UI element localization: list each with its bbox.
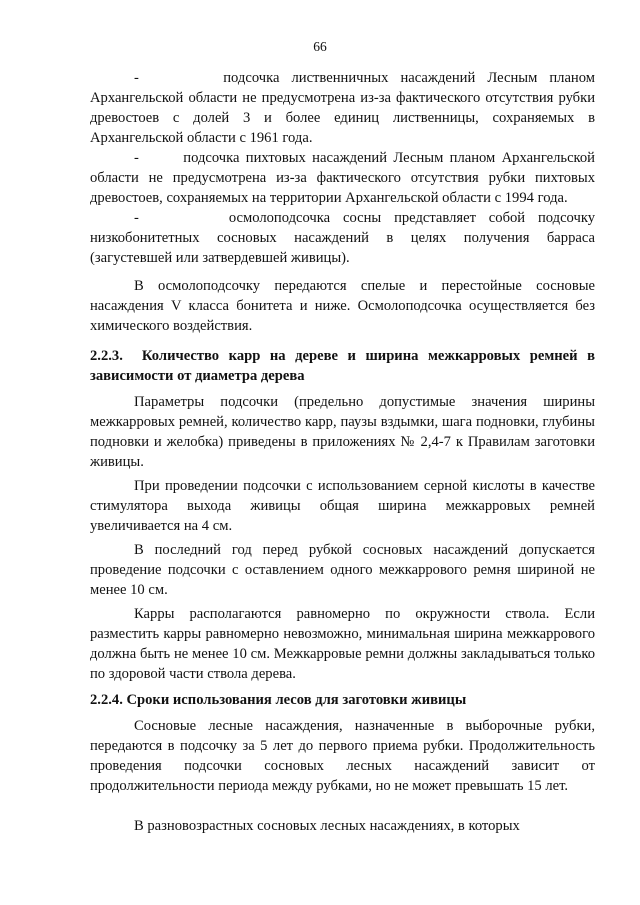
list-item-larch: - подсочка лиственничных насаждений Лесным планом Архангельской области не предусмотрена из-за фактического отсутствия рубки древостоев с долей 3 и более единиц лиственницы, сохраняемых в Архангельской области с 1961 года. <box>90 70 595 146</box>
section-heading-2-2-4: 2.2.4. Сроки использования лесов для заготовки живицы <box>90 692 467 708</box>
list-item-resin-tapping: - осмолоподсочка сосны представляет собой подсочку низкобонитетных сосновых насаждений в целях получения барраса (загустевшей или затвердевшей живицы). <box>90 210 595 266</box>
paragraph-resin-tapping-stands: В осмолоподсочку передаются спелые и перестойные сосновые насаждения V класса бонитета и ниже. Осмолоподсочка осуществляется без химического воздействия. <box>90 278 595 334</box>
paragraph-tapping-parameters: Параметры подсочки (предельно допустимые значения ширины межкарровых ремней, количество карр, паузы вздымки, шага подновки, глубины подновки и желобка) приведены в приложениях № 2,4-7 к Правилам заготовки живицы. <box>90 394 595 470</box>
list-item-fir: - подсочка пихтовых насаждений Лесным планом Архангельской области не предусмотрена из-за фактического отсутствия рубки пихтовых древостоев, сохраняемых на территории Архангельской области с 1994 года. <box>90 150 595 206</box>
section-heading-2-2-3: 2.2.3. Количество карр на дереве и ширина межкарровых ремней в зависимости от диаметра дерева <box>90 348 595 384</box>
page-number: 66 <box>313 39 327 54</box>
paragraph-uneven-aged: В разновозрастных сосновых лесных насаждениях, в которых <box>134 818 520 834</box>
paragraph-carre-placement: Карры располагаются равномерно по окружности ствола. Если разместить карры равномерно невозможно, минимальная ширина межкаррового должна быть не менее 10 см. Межкарровые ремни должны закладываться только по здоровой части ствола дерева. <box>90 606 595 682</box>
paragraph-last-year: В последний год перед рубкой сосновых насаждений допускается проведение подсочки с оставлением одного межкаррового ремня шириной не менее 10 см. <box>90 542 595 598</box>
paragraph-sulfuric-acid: При проведении подсочки с использованием серной кислоты в качестве стимулятора выхода живицы общая ширина межкарровых ремней увеличивается на 4 см. <box>90 478 595 534</box>
paragraph-selective-cutting: Сосновые лесные насаждения, назначенные в выборочные рубки, передаются в подсочку за 5 лет до первого приема рубки. Продолжительность проведения подсочки сосновых лесных насаждений зависит от продолжительности периода между рубками, но не может превышать 15 лет. <box>90 718 595 794</box>
